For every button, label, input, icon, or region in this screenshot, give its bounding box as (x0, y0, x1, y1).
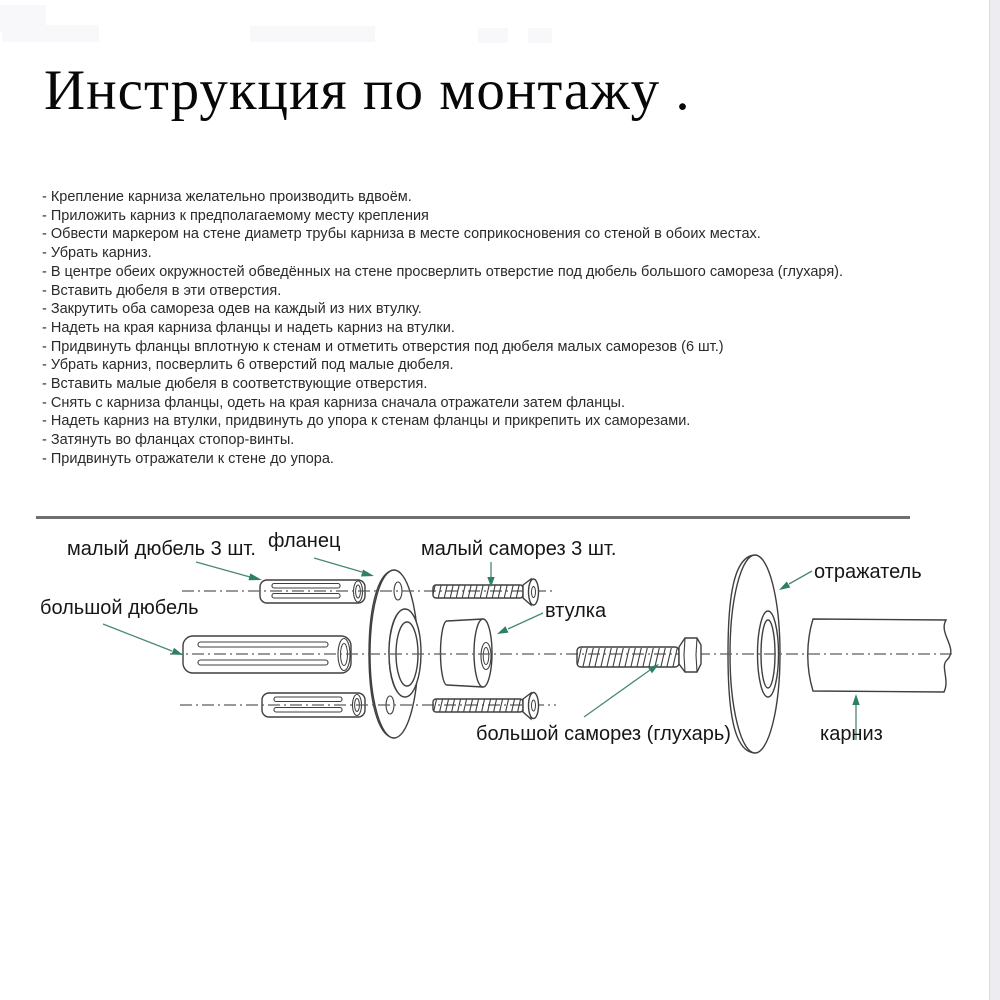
instruction-step: - Убрать карниз, посверлить 6 отверстий под малые дюбеля. (42, 357, 454, 374)
instruction-step: - Придвинуть отражатели к стене до упора. (42, 450, 334, 467)
arrow-head-icon (779, 582, 790, 591)
arrow-head-icon (852, 694, 859, 705)
scan-artifact (528, 28, 552, 43)
label-bushing: втулка (545, 600, 607, 622)
label-big-screw: большой саморез (глухарь) (476, 723, 731, 745)
page-edge-strip (989, 0, 1000, 1000)
lag-screw-drawing (577, 638, 701, 672)
arrow-head-icon (172, 648, 184, 655)
small-screw-drawing (433, 579, 539, 605)
label-reflector: отражатель (814, 561, 922, 583)
rod-drawing (808, 619, 951, 692)
arrow-head-icon (361, 570, 374, 577)
instruction-step: - Приложить карниз к предполагаемому месту крепления (42, 207, 429, 224)
instruction-step: - Вставить малые дюбеля в соответствующие отверстия. (42, 376, 428, 393)
instruction-step: - Вставить дюбеля в эти отверстия. (42, 282, 282, 299)
instruction-step: - Затянуть во фланцах стопор-винты. (42, 432, 295, 449)
scan-artifact (250, 26, 375, 42)
instruction-step: - Крепление карниза желательно производить вдвоём. (42, 189, 412, 205)
label-flange: фланец (268, 530, 341, 552)
instruction-step: - Придвинуть фланцы вплотную к стенам и отметить отверстия под дюбеля малых саморезов (6 шт.) (42, 338, 724, 355)
page-title: Инструкция по монтажу . (44, 59, 691, 122)
small-screw-bottom-drawing (433, 693, 539, 720)
instruction-step: - Надеть карниз на втулки, придвинуть до упора к стенам фланцы и прикрепить их саморезами. (42, 413, 691, 430)
label-big-dowel: большой дюбель (40, 597, 199, 619)
bushing-drawing (441, 619, 492, 687)
arrow-head-icon (249, 573, 263, 580)
label-rod: карниз (820, 723, 883, 745)
instruction-step: - Обвести маркером на стене диаметр трубы карниза в месте соприкосновения со стеной в обоих местах. (42, 226, 761, 243)
instruction-list (42, 188, 922, 469)
label-small-dowel: малый дюбель 3 шт. (67, 538, 256, 560)
scan-artifact (2, 25, 99, 42)
label-small-screw: малый саморез 3 шт. (421, 538, 617, 560)
scan-artifact (478, 28, 508, 43)
instruction-step: - Снять с карниза фланцы, одеть на края карниза сначала отражатели затем фланцы. (42, 394, 625, 411)
instruction-step: - Надеть на края карниза фланцы и надеть карниз на втулки. (42, 319, 455, 336)
instruction-step: - В центре обеих окружностей обведённых на стене просверлить отверстие под дюбель большого самореза (глухаря). (42, 263, 844, 280)
instruction-step: - Убрать карниз. (42, 245, 152, 262)
arrow-head-icon (497, 626, 508, 634)
instruction-step: - Закрутить оба самореза одев на каждый из них втулку. (42, 301, 422, 318)
